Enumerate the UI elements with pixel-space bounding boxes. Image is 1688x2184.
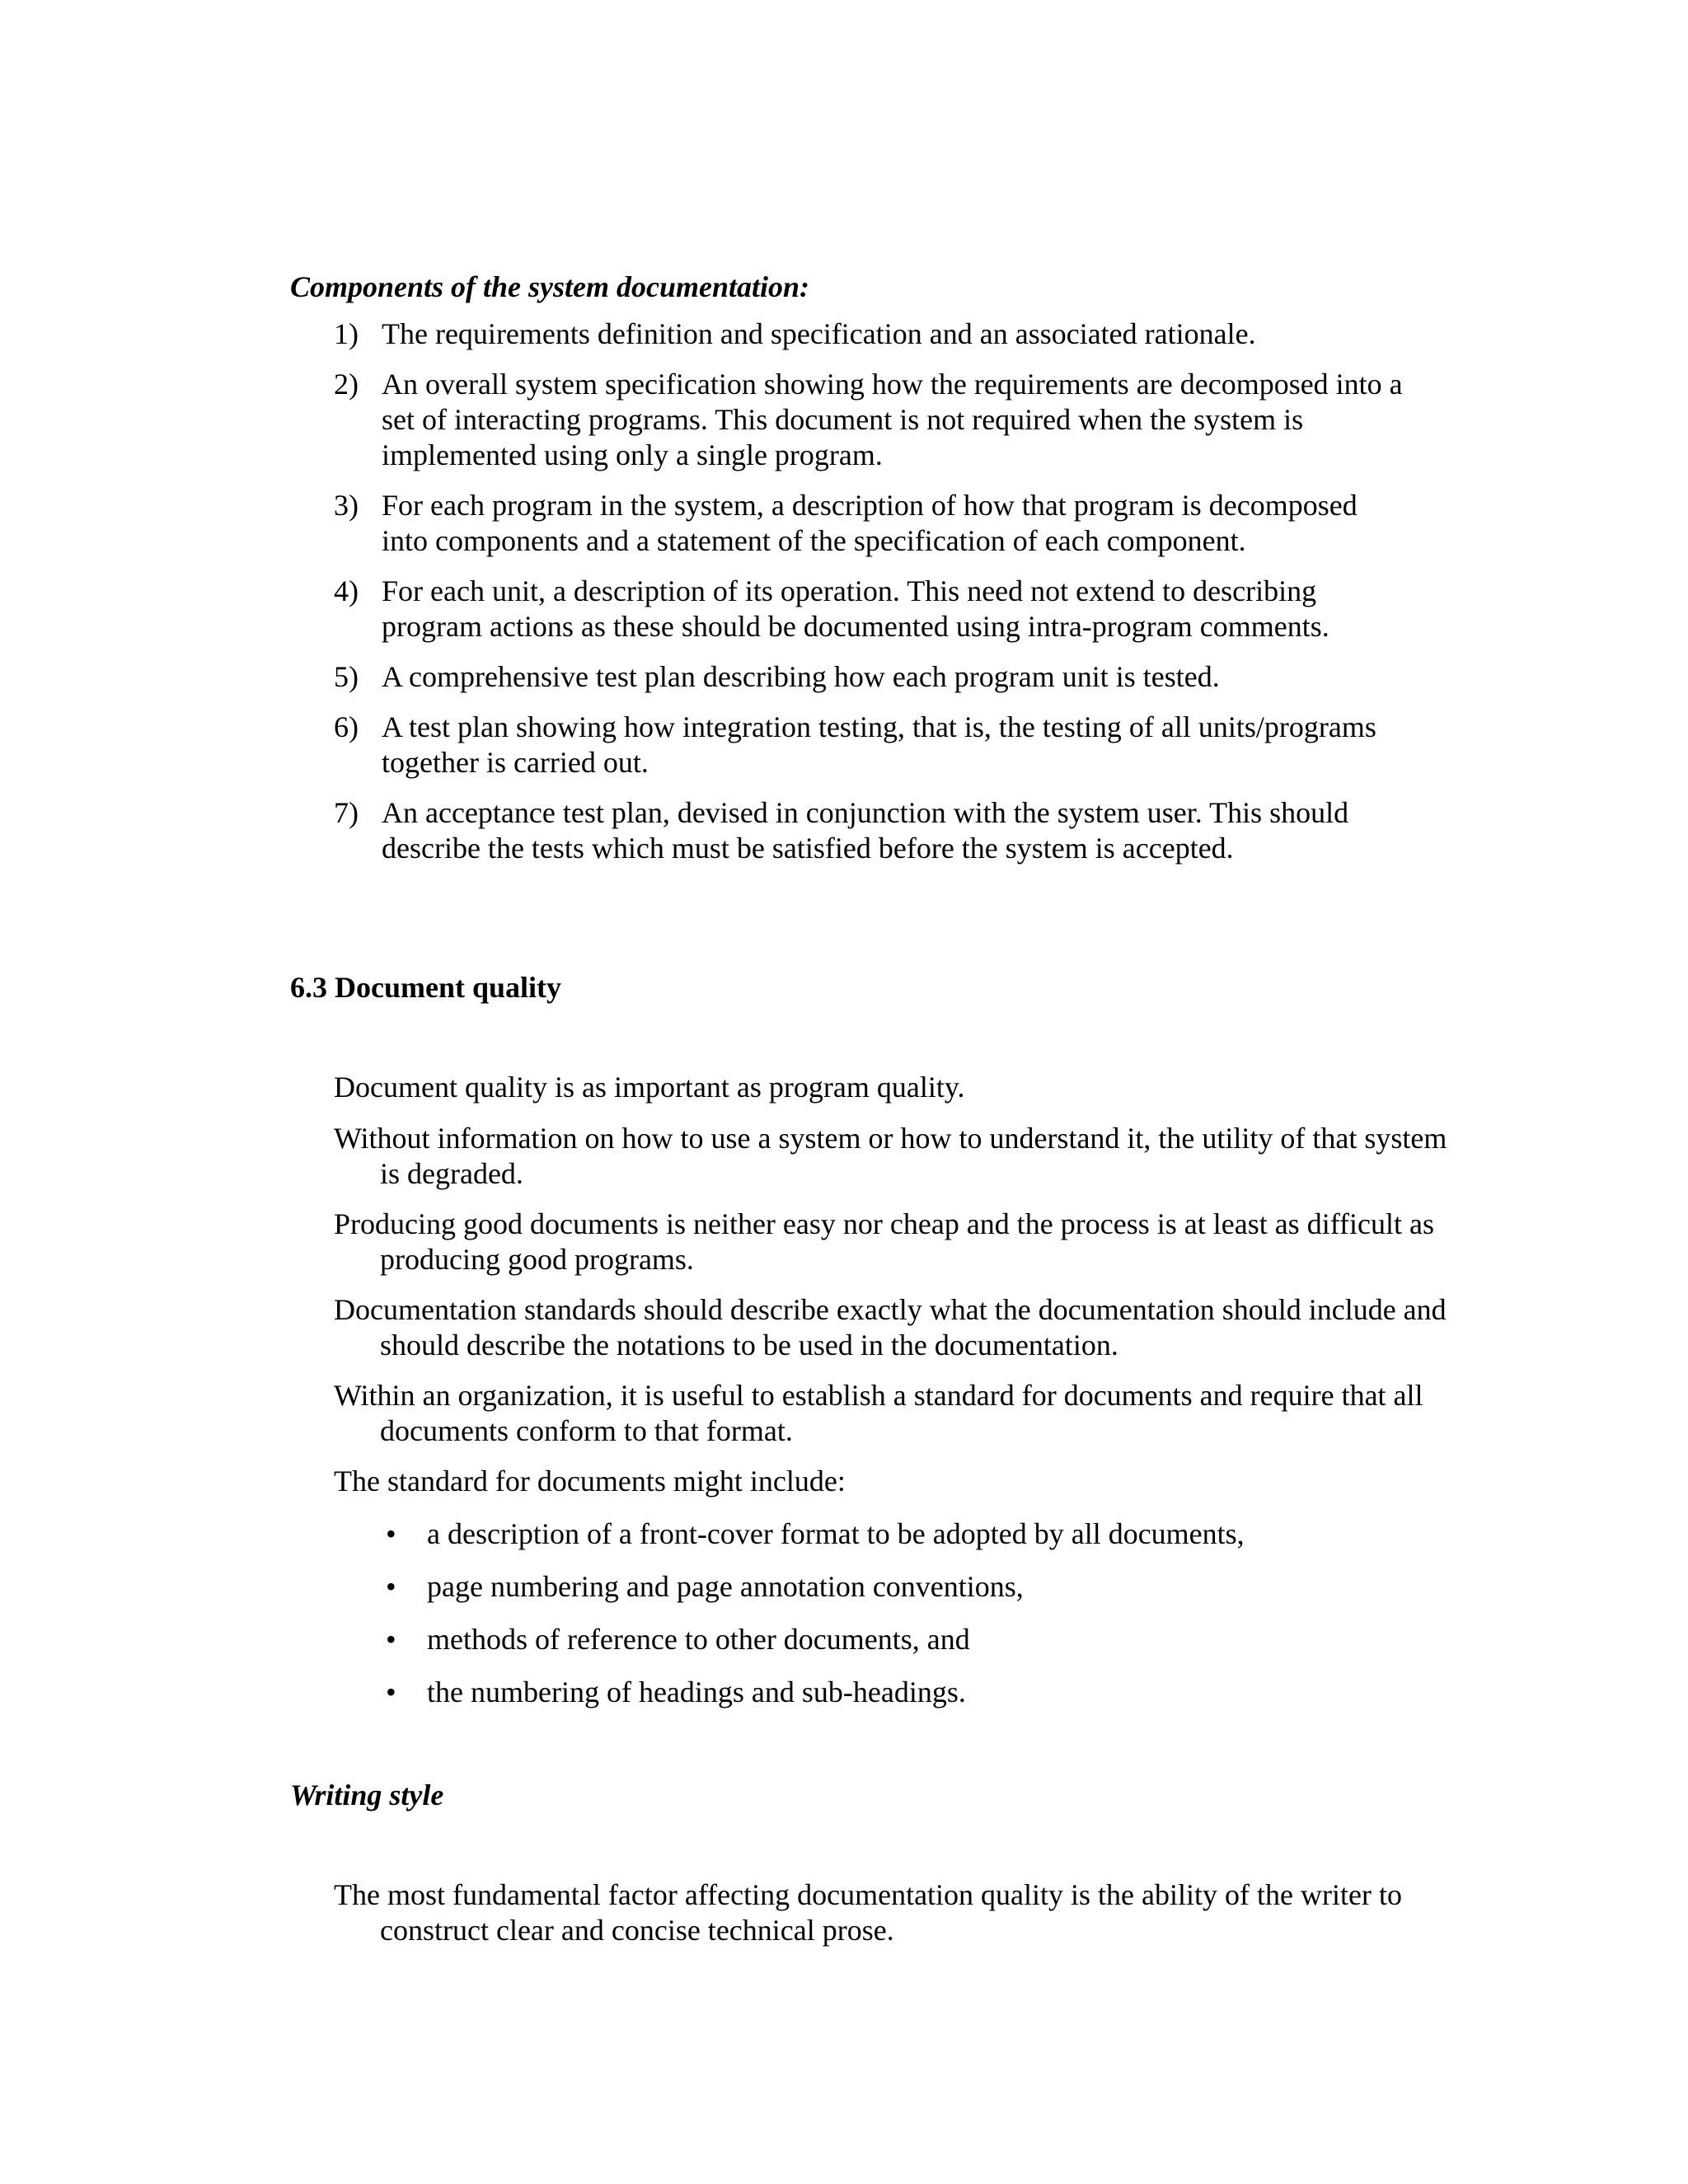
- document-quality-heading: 6.3 Document quality: [290, 971, 562, 1004]
- list-item: [379, 1675, 1409, 1710]
- writing-style-heading: Writing style: [290, 1779, 444, 1811]
- bullet-icon: •: [386, 1623, 396, 1656]
- list-item-text: For each unit, a description of its operation. This need not extend to describing program actions as these should be documented using intra-program comments.: [382, 574, 1329, 643]
- list-item: [334, 316, 1405, 352]
- quality-paragraph: Without information on how to use a system or how to understand it, the utility of that system is degraded.: [334, 1122, 1447, 1190]
- list-item-number: 2): [334, 368, 359, 401]
- list-item-number: 7): [334, 796, 359, 829]
- list-item-text: A comprehensive test plan describing how each program unit is tested.: [382, 660, 1220, 693]
- list-item-text: For each program in the system, a description of how that program is decomposed into components and a statement of the specification of each component.: [382, 489, 1357, 557]
- bullet-icon: •: [386, 1517, 396, 1550]
- bullet-icon: •: [386, 1570, 396, 1603]
- list-item: [334, 659, 1405, 695]
- list-item: [334, 574, 1405, 644]
- list-item-text: An acceptance test plan, devised in conjunction with the system user. This should describe the tests which must be satisfied before the system is accepted.: [382, 796, 1349, 865]
- list-item-number: 1): [334, 317, 359, 350]
- list-item: [334, 710, 1405, 780]
- list-item-number: 3): [334, 489, 359, 522]
- list-item-text: An overall system specification showing how the requirements are decomposed into a set of interacting programs. This document is not required when the system is implemented using only a single program.: [382, 368, 1403, 471]
- standards-bullet-list: [379, 1516, 1409, 1727]
- writing-paragraph: The most fundamental factor affecting documentation quality is the ability of the writer to construct clear and concise technical prose.: [334, 1878, 1402, 1947]
- list-item-text: A test plan showing how integration testing, that is, the testing of all units/programs together is carried out.: [382, 710, 1376, 779]
- list-item-text: methods of reference to other documents, and: [427, 1623, 970, 1656]
- list-item-number: 6): [334, 710, 359, 743]
- list-item: [379, 1622, 1409, 1657]
- list-item-text: a description of a front-cover format to be adopted by all documents,: [427, 1517, 1245, 1550]
- quality-paragraph: Within an organization, it is useful to establish a standard for documents and require that all documents conform to that format.: [334, 1379, 1423, 1447]
- list-item: [334, 795, 1405, 866]
- list-item-number: 5): [334, 660, 359, 693]
- list-item: [334, 488, 1405, 559]
- list-item-text: the numbering of headings and sub-headings.: [427, 1675, 966, 1708]
- components-list: [334, 316, 1405, 881]
- components-heading: Components of the system documentation:: [290, 270, 810, 303]
- quality-paragraph: Producing good documents is neither easy nor cheap and the process is at least as difficult as producing good programs.: [334, 1207, 1434, 1276]
- list-item: [334, 367, 1405, 473]
- quality-paragraph: Document quality is as important as program quality.: [334, 1071, 965, 1104]
- bullet-icon: •: [386, 1675, 396, 1708]
- quality-paragraph: Documentation standards should describe exactly what the documentation should include and should describe the notations to be used in the documentation.: [334, 1293, 1447, 1361]
- quality-paragraph: The standard for documents might include:: [334, 1465, 846, 1497]
- list-item-text: The requirements definition and specification and an associated rationale.: [382, 317, 1256, 350]
- list-item-text: page numbering and page annotation conventions,: [427, 1570, 1024, 1603]
- list-item: [379, 1569, 1409, 1605]
- list-item: [379, 1516, 1409, 1552]
- list-item-number: 4): [334, 574, 359, 607]
